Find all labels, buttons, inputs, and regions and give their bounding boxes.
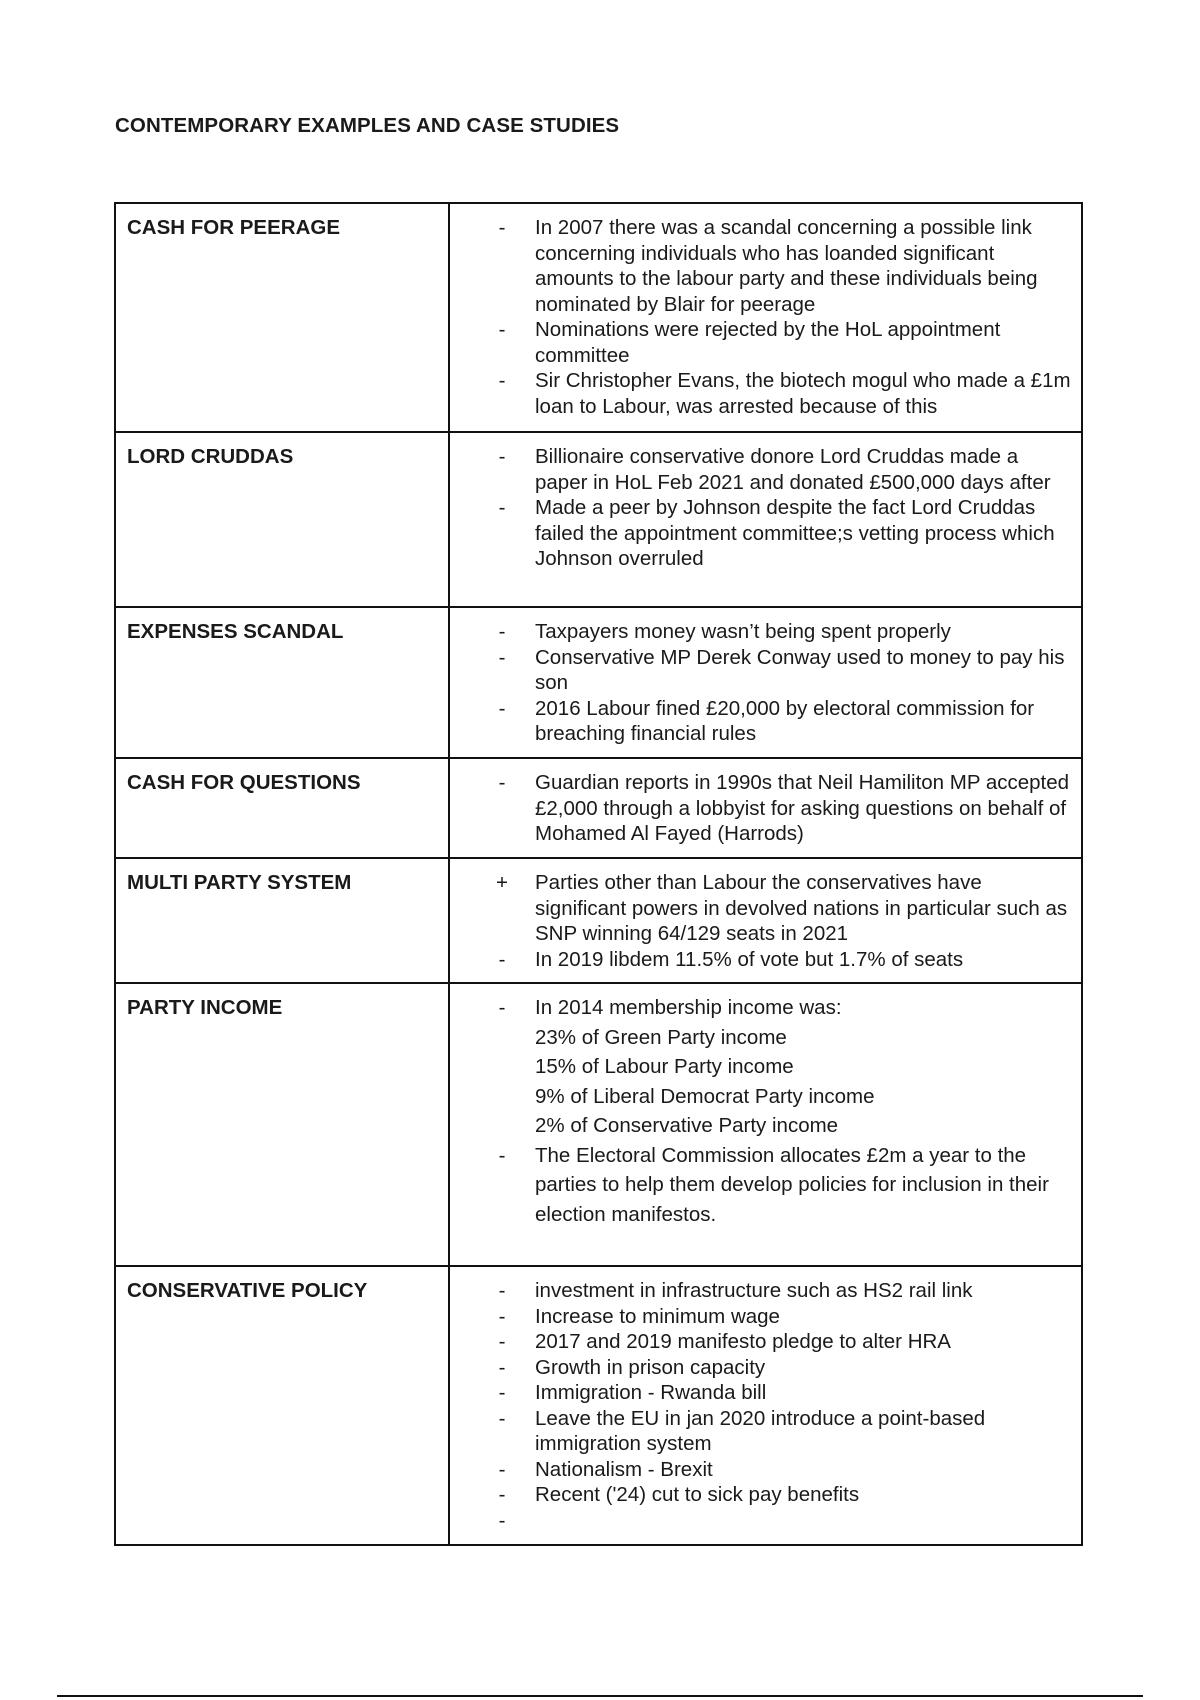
item-text: Sir Christopher Evans, the biotech mogul who made a £1m loan to Labour, was arrested because of this: [535, 369, 1071, 418]
item-text: In 2007 there was a scandal concerning a possible link concerning individuals who has loanded significant amounts to the labour party and these individuals being nominated by Blair for peerage: [535, 216, 1038, 316]
bullet-mark: -: [498, 696, 506, 720]
item-text: Increase to minimum wage: [535, 1304, 780, 1328]
item-text: Parties other than Labour the conservatives have significant powers in devolved nations in particular such as SNP winning 64/129 seats in 2021: [535, 871, 1068, 945]
item-text: Leave the EU in jan 2020 introduce a point-based immigration system: [535, 1406, 986, 1455]
item-text: Billionaire conservative donore Lord Cruddas made a paper in HoL Feb 2021 and donated £500,000 days after: [535, 445, 1051, 494]
list-item: [450, 444, 1071, 495]
list-item: [450, 1380, 1071, 1406]
list-item: [450, 1508, 1071, 1534]
bullet-mark: -: [498, 771, 506, 794]
list-item: [450, 368, 1071, 419]
bullet-mark: -: [498, 1330, 506, 1353]
table-row: [115, 607, 1082, 758]
item-text: 2016 Labour fined £20,000 by electoral commission for breaching financial rules: [535, 696, 1035, 745]
bullet-mark: -: [498, 996, 506, 1019]
list-item: [450, 1329, 1071, 1355]
row-label: MULTI PARTY SYSTEM: [127, 871, 352, 894]
item-text: Nominations were rejected by the HoL appointment committee: [535, 318, 1001, 367]
bullet-mark: -: [498, 1143, 506, 1167]
bullet-mark: -: [498, 1279, 506, 1302]
bullet-mark: -: [498, 1457, 506, 1481]
bullet-mark: -: [498, 947, 506, 971]
bullet-mark: -: [498, 1304, 506, 1328]
row-label: CASH FOR PEERAGE: [127, 216, 340, 239]
list-item: [450, 317, 1071, 368]
bullet-list: [450, 859, 1081, 981]
item-text: Guardian reports in 1990s that Neil Hamiliton MP accepted £2,000 through a lobbyist for asking questions on behalf of Mohamed Al Fayed (Harrods): [535, 771, 1070, 845]
table-row: [115, 858, 1082, 983]
bullet-mark: -: [498, 369, 506, 392]
list-item: [450, 1304, 1071, 1330]
bullet-mark: -: [498, 1508, 506, 1532]
bullet-list: [450, 204, 1081, 428]
table-row: [115, 432, 1082, 607]
list-item: [450, 1141, 1071, 1230]
list-item: [450, 770, 1071, 847]
list-item: [450, 870, 1071, 947]
item-text: Nationalism - Brexit: [535, 1457, 713, 1481]
list-item: [450, 1457, 1071, 1483]
bullet-mark: +: [496, 871, 508, 894]
item-text: Taxpayers money wasn’t being spent properly: [535, 620, 951, 643]
row-label: CASH FOR QUESTIONS: [127, 771, 361, 794]
item-text: Conservative MP Derek Conway used to money to pay his son: [535, 645, 1065, 694]
table-row: [115, 203, 1082, 432]
list-item: [450, 495, 1071, 572]
item-text: In 2019 libdem 11.5% of vote but 1.7% of seats: [535, 947, 964, 971]
row-label: PARTY INCOME: [127, 996, 283, 1019]
item-text: Growth in prison capacity: [535, 1355, 766, 1379]
bullet-list: [450, 1267, 1081, 1542]
list-item: [450, 1406, 1071, 1457]
bullet-list: [450, 608, 1081, 756]
bullet-mark: -: [498, 496, 506, 519]
list-item: [450, 645, 1071, 696]
row-label: EXPENSES SCANDAL: [127, 620, 344, 643]
list-item: [450, 619, 1071, 645]
bullet-list: [450, 433, 1081, 581]
list-item: [450, 947, 1071, 973]
bullet-mark: -: [498, 216, 506, 239]
row-label: CONSERVATIVE POLICY: [127, 1279, 368, 1302]
item-text: In 2014 membership income was:: [535, 996, 842, 1019]
page-footer-rule: [57, 1695, 1143, 1697]
item-text: The Electoral Commission allocates £2m a year to the parties to help them develop policies for inclusion in their election manifestos.: [535, 1143, 1049, 1226]
income-line-libdem: 9% of Liberal Democrat Party income: [535, 1084, 875, 1108]
case-studies-table: [114, 202, 1083, 1546]
bullet-mark: -: [498, 445, 506, 468]
bullet-mark: -: [498, 318, 506, 341]
table-row: [115, 758, 1082, 858]
table-row: [115, 983, 1082, 1266]
bullet-mark: -: [498, 1483, 506, 1506]
item-text: Made a peer by Johnson despite the fact Lord Cruddas failed the appointment committee;s vetting process which Johnson overruled: [535, 496, 1055, 570]
income-line-labour: 15% of Labour Party income: [535, 1055, 794, 1078]
bullet-mark: -: [498, 620, 506, 643]
bullet-list: [450, 984, 1081, 1238]
income-line-green: 23% of Green Party income: [535, 1025, 787, 1049]
item-text: investment in infrastructure such as HS2 rail link: [535, 1279, 973, 1302]
bullet-mark: -: [498, 1381, 506, 1404]
bullet-mark: -: [498, 1355, 506, 1379]
table-row: [115, 1266, 1082, 1545]
row-label: LORD CRUDDAS: [127, 445, 294, 468]
income-line-conservative: 2% of Conservative Party income: [535, 1114, 839, 1137]
list-item: [450, 993, 1071, 1141]
bullet-list: [450, 759, 1081, 856]
list-item: [450, 215, 1071, 317]
item-text: Immigration - Rwanda bill: [535, 1381, 767, 1404]
bullet-mark: -: [498, 645, 506, 669]
bullet-mark: -: [498, 1406, 506, 1430]
page-title: CONTEMPORARY EXAMPLES AND CASE STUDIES: [115, 114, 620, 137]
item-text: 2017 and 2019 manifesto pledge to alter HRA: [535, 1330, 951, 1353]
list-item: [450, 696, 1071, 747]
item-text: Recent ('24) cut to sick pay benefits: [535, 1483, 860, 1506]
list-item: [450, 1278, 1071, 1304]
list-item: [450, 1482, 1071, 1508]
list-item: [450, 1355, 1071, 1381]
